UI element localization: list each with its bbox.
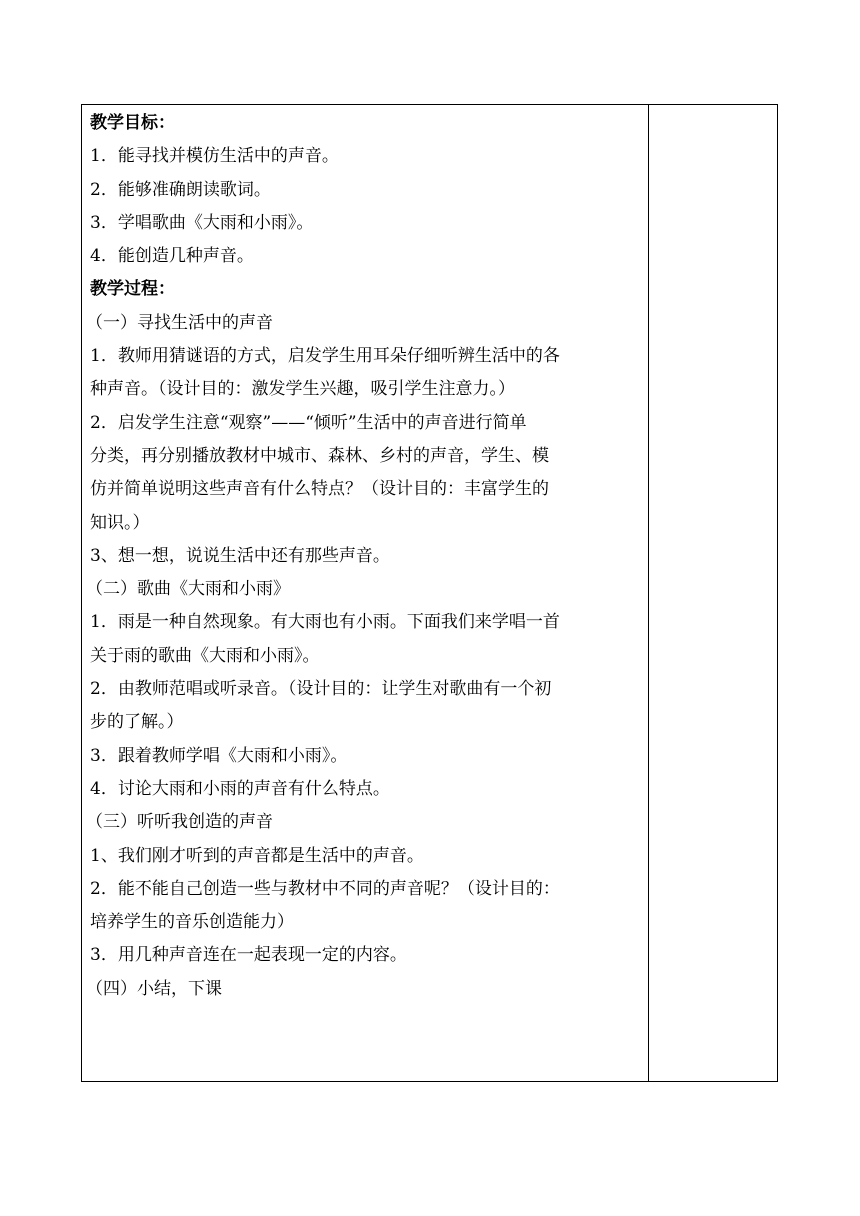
text-line: 分类，再分别播放教材中城市、森林、乡村的声音，学生、模 bbox=[90, 445, 549, 466]
subsection-heading: （三）听听我创造的声音 bbox=[86, 812, 273, 833]
subsection-heading: （二）歌曲《大雨和小雨》 bbox=[86, 579, 290, 600]
text-line: 种声音。（设计目的：激发学生兴趣，吸引学生注意力。） bbox=[90, 379, 515, 400]
text-line: 1．教师用猜谜语的方式，启发学生用耳朵仔细听辨生活中的各 bbox=[90, 346, 560, 367]
text-line: 2．能够准确朗读歌词。 bbox=[90, 179, 271, 200]
section-heading: 教学目标： bbox=[90, 113, 175, 133]
lesson-plan-table bbox=[81, 104, 778, 1082]
text-line: 3．用几种声音连在一起表现一定的内容。 bbox=[90, 945, 407, 966]
text-line: 1、我们刚才听到的声音都是生活中的声音。 bbox=[90, 845, 424, 866]
text-line: 2．由教师范唱或听录音。（设计目的：让学生对歌曲有一个初 bbox=[90, 679, 552, 700]
text-line: 4．能创造几种声音。 bbox=[90, 246, 254, 267]
text-line: 关于雨的歌曲《大雨和小雨》。 bbox=[90, 645, 320, 666]
text-line: 培养学生的音乐创造能力） bbox=[90, 912, 294, 933]
text-line: 3．学唱歌曲《大雨和小雨》。 bbox=[90, 212, 314, 233]
text-line: 仿并简单说明这些声音有什么特点？（设计目的：丰富学生的 bbox=[90, 479, 549, 500]
section-heading: 教学过程： bbox=[90, 279, 175, 300]
text-line: 2．能不能自己创造一些与教材中不同的声音呢？（设计目的： bbox=[90, 878, 560, 899]
lesson-content-cell bbox=[82, 105, 649, 1081]
text-line: 4．讨论大雨和小雨的声音有什么特点。 bbox=[90, 778, 390, 799]
text-line: 1．雨是一种自然现象。有大雨也有小雨。下面我们来学唱一首 bbox=[90, 612, 560, 633]
subsection-heading: （一）寻找生活中的声音 bbox=[86, 312, 273, 333]
subsection-heading: （四）小结，下课 bbox=[86, 978, 222, 999]
text-line: 3．跟着教师学唱《大雨和小雨》。 bbox=[90, 745, 348, 766]
text-line: 知识。） bbox=[90, 512, 150, 533]
text-line: 2．启发学生注意“观察”——“倾听”生活中的声音进行简单 bbox=[90, 412, 527, 433]
text-line: 1．能寻找并模仿生活中的声音。 bbox=[90, 146, 339, 167]
text-line: 3、想一想，说说生活中还有那些声音。 bbox=[90, 545, 390, 566]
notes-cell bbox=[649, 105, 777, 1081]
text-line: 步的了解。） bbox=[90, 712, 184, 733]
